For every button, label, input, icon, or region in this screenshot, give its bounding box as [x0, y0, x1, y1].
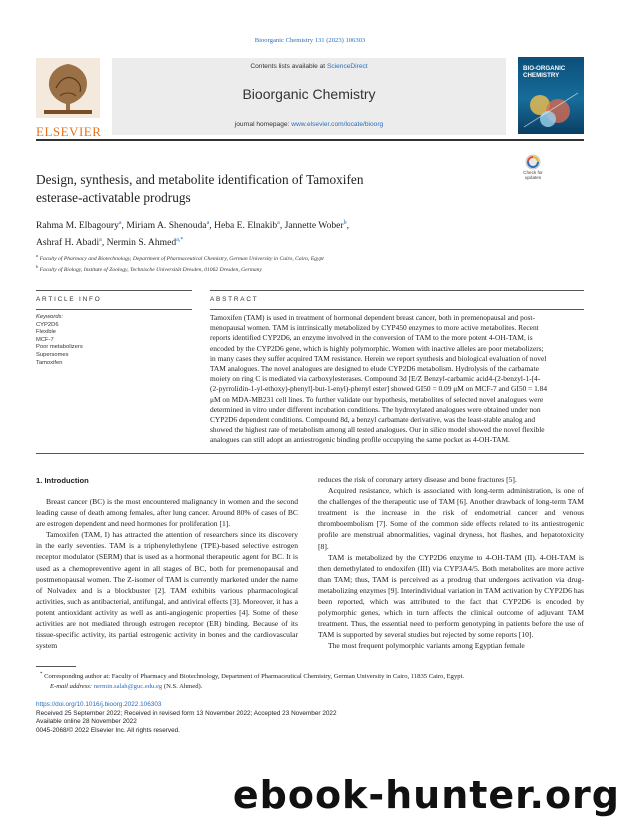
- keyword: Flexible: [36, 329, 56, 336]
- cover-title-line1: BIO-ORGANIC: [523, 65, 566, 72]
- check-for-updates-button[interactable]: [518, 154, 548, 186]
- journal-name: Bioorganic Chemistry: [242, 86, 376, 102]
- author-name[interactable]: Heba E. Elnakib: [214, 220, 278, 232]
- abstract-rule-bottom: [210, 309, 584, 310]
- affiliation-list: [36, 252, 576, 275]
- body-paragraph: Acquired resistance, which is associated with long-term administration, is one of the challenges of the therapeutic use of TAM [6]. Another drawback of long-term TAM treatment is the increase in the risk of endometrial cancer and venous thromboembolism [7]. Some of the common side effects related to its antiestrogenic profile are menstrual abnormalities, vaginal dryness, hot flashes, and hepatotoxicity [8].: [318, 486, 584, 551]
- author-affiliation-marker[interactable]: b: [343, 220, 347, 226]
- abstract-line: CYP2D6 dependent conditions. Compound 8d, a benzyl carbamate derivative, was the least-stable analog and: [210, 415, 536, 425]
- journal-masthead: [112, 58, 506, 135]
- introduction-heading: 1. Introduction: [36, 476, 89, 485]
- contents-availability: [112, 63, 506, 70]
- abstract-line: μM on MDA-MB231 cell lines. To further validate our hypothesis, metabolites of selected novel analogues were: [210, 394, 544, 404]
- abstract-rule-top: [210, 290, 584, 291]
- issn-copyright: 0045-2068/© 2022 Elsevier Inc. All rights reserved.: [36, 726, 180, 734]
- abstract-line: TAM analogues. The novel analogues are designed to elude CYP2D6 metabolism. Hydrolysis of the carbamate: [210, 364, 539, 374]
- contents-prefix: Contents lists available at: [250, 63, 327, 70]
- abstract-body: [210, 313, 584, 446]
- body-paragraph: Tamoxifen (TAM, I) has attracted the attention of researchers since its discovery in the early seventies. TAM is a triphenylethylene (TPE)-based selective estrogen receptor modulator (SERM) that is used as a hormonal therapeutic agent for BC. It is used as a chemopreventive agent in all stages of BC, both for premenopausal and postmenopausal women. The Z-isomer of TAM is currently marketed under the name of Nolvadex and is a blockbuster [2]. TAM exhibits various pharmacological activities, such as antibacterial, antifungal, and antiviral effects [3]. Moreover, it has a potent antioxidant activity as well as anti-angiogenic properties [4]. Some of these activities are not mediated through estrogen receptor (ER) binding. Because of its tissue-specific activity, its partial estrogenic activity in bones and the cardiovascular system: [36, 530, 298, 651]
- cover-title-line2: CHEMISTRY: [523, 72, 560, 79]
- journal-citation[interactable]: Bioorganic Chemistry 131 (2023) 106303: [254, 37, 366, 44]
- author-name[interactable]: Jannette Wober: [284, 220, 344, 232]
- article-info-heading: ARTICLE INFO: [36, 296, 102, 303]
- keywords-label: Keywords:: [36, 314, 64, 320]
- footnote-line1: * Corresponding author at: Faculty of Pharmacy and Biotechnology, Department of Pharmaceutical Chemistry, German University in Cairo, 11835 Cairo, Egypt.: [40, 672, 465, 681]
- abstract-end-rule: [36, 453, 584, 454]
- author-name[interactable]: Ashraf H. Abadi: [36, 237, 100, 249]
- corresponding-author-footnote: [40, 670, 588, 692]
- affiliation-b: $^b$ Faculty of Biology, Institute of Zoology, Technische Universität Dresden, 01062 Dresden, Germany: [36, 264, 262, 274]
- introduction-left-column: [36, 496, 298, 651]
- keyword: Poor metabolizers: [36, 344, 83, 351]
- article-info-rule-bottom: [36, 309, 192, 310]
- abstract-line: determined in vitro under different incubation conditions. The hydroxylated analogues were obtained under non: [210, 404, 541, 414]
- journal-cover: [518, 57, 584, 134]
- abstract-line: analogues can still adopt an antiestrogenic binding profile occupying the same pocket as 4-OH-TAM.: [210, 435, 510, 445]
- author-affiliation-marker[interactable]: a: [118, 220, 122, 226]
- doi-link[interactable]: https://doi.org/10.1016/j.bioorg.2022.106303: [36, 701, 162, 708]
- keyword: Tamoxifen: [36, 359, 63, 366]
- abstract-line: encoded by the CYP2D6 gene, which is highly polymorphic. Women with inactive alleles are poor metabolizers;: [210, 343, 544, 353]
- watermark: ebook-hunter.org: [232, 773, 620, 817]
- author-email-link[interactable]: nermin.salah@guc.edu.eg: [93, 683, 163, 691]
- article-info-rule-top: [36, 290, 192, 291]
- keyword: MCF-7: [36, 336, 54, 343]
- author-line-2: Ashraf H. Abadi$^a$, Nermin S. Ahmed$^{a,*}$: [36, 237, 184, 249]
- abstract-heading: ABSTRACT: [210, 296, 259, 303]
- body-paragraph: TAM is metabolized by the CYP2D6 enzyme to 4-OH-TAM (II). 4-OH-TAM is then demethylated to endoxifen (III) via CYP3A4/5. Both metabolites are more active than TAM; thus, TAM is perceived as a prodrug that undergoes activation via drug-metabolizing enzymes [9]. Interindividual variation in TAM activation by CYP2D6 has been reported, which was attributed to the fact that CYP2D6 is encoded by polymorphic genes, which in turn affects the clinical outcome of adjuvant TAM treatment. Thus, the essential need to perform genotyping in patients before the use of TAM is supported by several studies but rejected by some reports [10].: [318, 552, 584, 640]
- author-affiliation-marker[interactable]: a: [277, 220, 280, 226]
- author-list: [36, 216, 556, 250]
- body-paragraph: reduces the risk of coronary artery disease and bone fractures [5].: [318, 475, 517, 484]
- cover-artwork: [518, 83, 584, 133]
- elsevier-logo: [36, 58, 102, 139]
- publisher-wordmark: ELSEVIER: [36, 124, 102, 139]
- article-title: [36, 171, 506, 206]
- author-name[interactable]: Rahma M. Elbagoury: [36, 220, 119, 232]
- article-title-line2: esterase-activatable prodrugs: [36, 189, 191, 205]
- footnote-rule: [36, 666, 76, 667]
- keyword: CYP2D6: [36, 321, 59, 328]
- abstract-line: Tamoxifen (TAM) is used in treatment of hormonal dependent breast cancer, both in premenopausal and post-: [210, 313, 535, 322]
- footnote-email: E-mail address: nermin.salah@guc.edu.eg (N.S. Ahmed).: [50, 683, 203, 691]
- homepage-link[interactable]: www.elsevier.com/locate/bioorg: [291, 121, 384, 128]
- sciencedirect-link[interactable]: ScienceDirect: [326, 63, 368, 70]
- abstract-line: menopausal women. TAM is intrinsically metabolized by CYP450 enzymes to more active metabolites. Recent: [210, 323, 539, 333]
- abstract-line: in many cases they suffer acquired TAM resistance. Herein we report synthesis and biological evaluation of novel: [210, 353, 547, 363]
- affiliation-a: $^a$ Faculty of Pharmacy and Biotechnology, Department of Pharmaceutical Chemistry, German University in Cairo, Cairo, Egypt: [36, 253, 324, 262]
- check-updates-icon: [525, 154, 541, 170]
- introduction-right-column: [318, 474, 584, 652]
- author-affiliation-marker[interactable]: a: [206, 220, 210, 226]
- header-divider: [36, 139, 584, 141]
- author-affiliation-marker[interactable]: a: [99, 237, 102, 244]
- check-updates-line1: Check for: [523, 170, 543, 175]
- article-title-line1: Design, synthesis, and metabolite identification of Tamoxifen: [36, 172, 364, 187]
- keyword: Supersomes: [36, 351, 69, 358]
- body-paragraph: Breast cancer (BC) is the most encountered malignancy in women and the second leading cause of death among females, after lung cancer. Around 80% of cases of BC are estrogen dependent and need hormones for proliferation [1].: [36, 497, 298, 529]
- check-updates-line2: updates: [524, 175, 542, 181]
- publication-info: [36, 701, 584, 735]
- author-name[interactable]: Miriam A. Shenouda: [126, 220, 207, 232]
- abstract-line: (2-pyrrolidin-1-yl-ethoxy)-phenyl]-but-1-enyl)-phenyl ester] showed GI50 = 0.09 μM on MCF-7 and GI50 = 1.84: [210, 384, 548, 394]
- author-line-1: Rahma M. Elbagoury$^a$, Miriam A. Shenouda$^a$, Heba E. Elnakib$^a$, Jannette Wober$^b$,: [36, 220, 350, 232]
- received-dates: Received 25 September 2022; Received in revised form 13 November 2022; Accepted 23 November 2022: [36, 709, 337, 717]
- abstract-line: reports identified CYP2D6, an enzyme involved in the conversion of TAM to the more potent 4-OH-TAM, is: [210, 333, 533, 343]
- elsevier-tree-icon: [36, 58, 100, 118]
- body-paragraph: The most frequent polymorphic variants among Egyptian female: [328, 641, 525, 651]
- author-affiliation-marker[interactable]: a,*: [176, 237, 184, 244]
- abstract-line: showed the highest rate of metabolism among all tested analogues. Our in silico model showed the novel flexible: [210, 425, 545, 435]
- journal-homepage: [112, 121, 506, 128]
- available-online: Available online 28 November 2022: [36, 718, 137, 726]
- keywords-block: [36, 314, 192, 367]
- abstract-line: moiety on ring C is mediated via carboxylesterases. Compound 3d [E/Z Benzyl-carbamic acid4-(2-benzyl-1-[4-: [210, 374, 541, 384]
- homepage-prefix: journal homepage:: [234, 121, 292, 128]
- author-name[interactable]: Nermin S. Ahmed: [106, 237, 177, 249]
